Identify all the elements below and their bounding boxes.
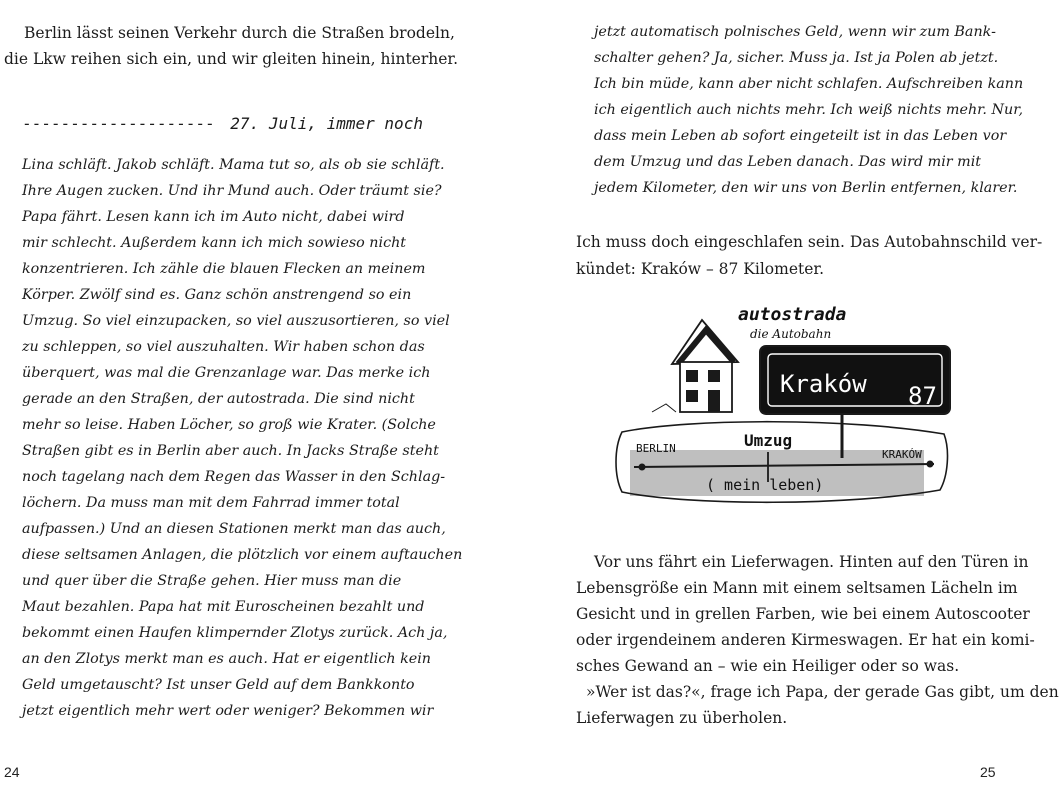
sign-city: Kraków bbox=[780, 370, 867, 398]
diary-line: Lina schläft. Jakob schläft. Mama tut so, als ob sie schläft. bbox=[22, 157, 445, 173]
body-line: kündet: Kraków – 87 Kilometer. bbox=[576, 260, 825, 278]
body-line: oder irgendeinem anderen Kirmeswagen. Er hat ein komi- bbox=[576, 631, 1035, 649]
diary-line: schalter gehen? Ja, sicher. Muss ja. Ist ja Polen ab jetzt. bbox=[594, 50, 999, 66]
timeline-start-dot bbox=[639, 464, 646, 471]
body-line: sches Gewand an – wie ein Heiliger oder so was. bbox=[576, 657, 960, 675]
diary-line: Körper. Zwölf sind es. Ganz schön anstrengend so ein bbox=[22, 287, 412, 303]
diary-line: jetzt automatisch polnisches Geld, wenn wir zum Bank- bbox=[594, 24, 996, 40]
body-line: Lieferwagen zu überholen. bbox=[576, 709, 788, 727]
diary-line: Ich bin müde, kann aber nicht schlafen. Aufschreiben kann bbox=[594, 76, 1024, 92]
diary-line: und quer über die Straße gehen. Hier muss man die bbox=[22, 573, 402, 589]
left-page bbox=[0, 0, 500, 800]
label-umzug: Umzug bbox=[744, 431, 793, 450]
diary-line: Geld umgetauscht? Ist unser Geld auf dem Bankkonto bbox=[22, 677, 415, 693]
subtitle-autobahn: die Autobahn bbox=[750, 327, 832, 341]
diary-heading bbox=[22, 114, 423, 133]
diary-line: gerade an den Straßen, der autostrada. Die sind nicht bbox=[22, 391, 415, 407]
label-krakow: KRAKÓW bbox=[882, 448, 922, 461]
diary-line: dem Umzug und das Leben danach. Das wird mir mit bbox=[594, 154, 982, 170]
diary-line: mir schlecht. Außerdem kann ich mich sowieso nicht bbox=[22, 235, 407, 251]
diary-line: noch tagelang nach dem Regen das Wasser in den Schlag- bbox=[22, 469, 446, 485]
diary-line: Maut bezahlen. Papa hat mit Euroscheinen bezahlt und bbox=[22, 599, 425, 615]
body-line: »Wer ist das?«, frage ich Papa, der gerade Gas gibt, um den bbox=[586, 683, 1059, 701]
diary-line: Papa fährt. Lesen kann ich im Auto nicht, dabei wird bbox=[22, 209, 405, 225]
body-line: Ich muss doch eingeschlafen sein. Das Autobahnschild ver- bbox=[576, 233, 1043, 251]
intro-line: Berlin lässt seinen Verkehr durch die Straßen brodeln, bbox=[24, 24, 455, 42]
body-line: Lebensgröße ein Mann mit einem seltsamen Lächeln im bbox=[576, 579, 1018, 597]
title-autostrada: autostrada bbox=[738, 304, 847, 325]
diary-line: jedem Kilometer, den wir uns von Berlin entfernen, klarer. bbox=[594, 180, 1018, 196]
diary-line: mehr so leise. Haben Löcher, so groß wie Krater. (Solche bbox=[22, 417, 436, 433]
diary-line: jetzt eigentlich mehr wert oder weniger? Bekommen wir bbox=[22, 703, 434, 719]
diary-line: Ihre Augen zucken. Und ihr Mund auch. Oder träumt sie? bbox=[22, 183, 442, 199]
diary-line: Straßen gibt es in Berlin aber auch. In Jacks Straße steht bbox=[22, 443, 439, 459]
sign-km: 87 bbox=[908, 382, 937, 410]
diary-heading-date: 27. Juli, immer noch bbox=[230, 114, 423, 133]
diary-line: überquert, was mal die Grenzanlage war. Das merke ich bbox=[22, 365, 431, 381]
page-number-left: 24 bbox=[4, 764, 20, 780]
label-berlin: BERLIN bbox=[636, 442, 676, 455]
page-number-right: 25 bbox=[980, 764, 996, 780]
diary-line: an den Zlotys merkt man es auch. Hat er eigentlich kein bbox=[22, 651, 432, 667]
autobahn-illustration bbox=[610, 300, 950, 510]
intro-line: die Lkw reihen sich ein, und wir gleiten hinein, hinterher. bbox=[4, 50, 459, 68]
diary-line: aufpassen.) Und an diesen Stationen merkt man das auch, bbox=[22, 521, 446, 537]
diary-heading-dashes: -------------------- bbox=[22, 114, 215, 133]
diary-line: löchern. Da muss man mit dem Fahrrad immer total bbox=[22, 495, 400, 511]
diary-line: ich eigentlich auch nichts mehr. Ich weiß nichts mehr. Nur, bbox=[594, 102, 1024, 118]
diary-line: bekommt einen Haufen klimpernder Zlotys zurück. Ach ja, bbox=[22, 625, 448, 641]
body-line: Gesicht und in grellen Farben, wie bei einem Autoscooter bbox=[576, 605, 1030, 623]
diary-line: Umzug. So viel einzupacken, so viel auszusortieren, so viel bbox=[22, 313, 450, 329]
diary-line: konzentrieren. Ich zähle die blauen Flecken an meinem bbox=[22, 261, 426, 277]
body-line: Vor uns fährt ein Lieferwagen. Hinten auf den Türen in bbox=[594, 553, 1029, 571]
house-drawing bbox=[652, 320, 738, 412]
timeline-end-dot bbox=[927, 461, 934, 468]
diary-line: diese seltsamen Anlagen, die plötzlich vor einem auftauchen bbox=[22, 547, 463, 563]
diary-line: zu schleppen, so viel auszuhalten. Wir haben schon das bbox=[22, 339, 425, 355]
label-mein-leben: ( mein leben) bbox=[706, 476, 824, 494]
diary-line: dass mein Leben ab sofort eingeteilt ist in das Leben vor bbox=[594, 128, 1007, 144]
right-page bbox=[500, 0, 1059, 800]
